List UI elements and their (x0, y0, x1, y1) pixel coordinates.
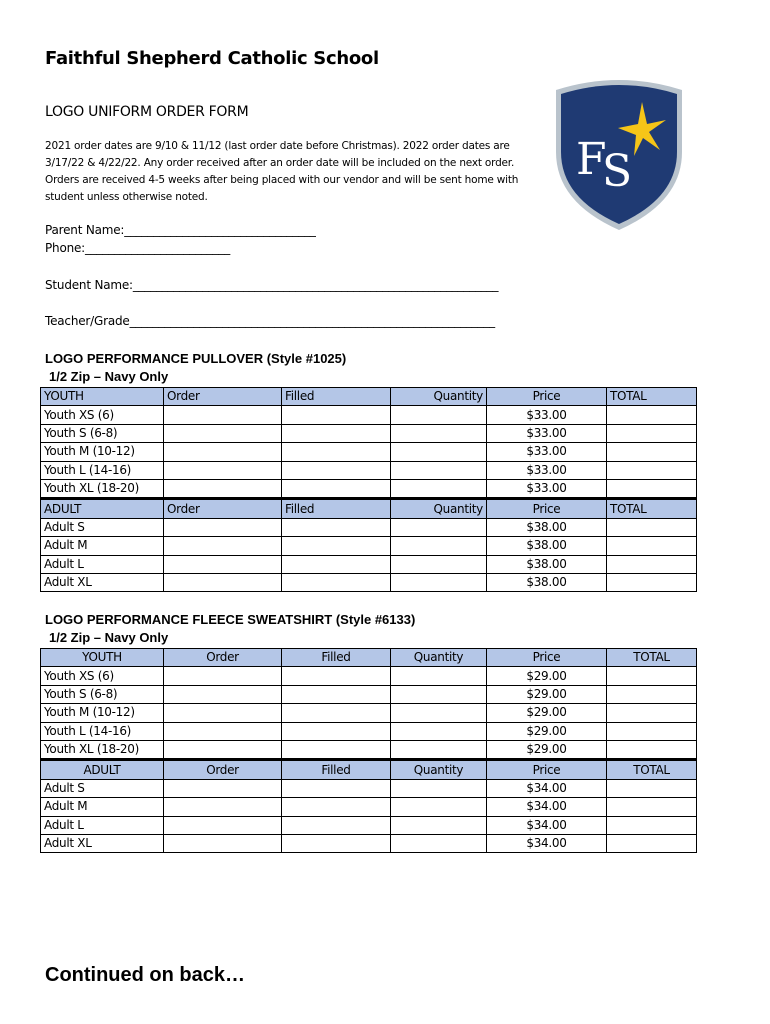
price-cell: $34.00 (487, 834, 607, 852)
table-row (41, 573, 697, 591)
quantity-cell[interactable] (391, 424, 487, 442)
table-row (41, 722, 697, 740)
section-title: LOGO PERFORMANCE FLEECE SWEATSHIRT (Style #6133) (45, 612, 416, 627)
table-row (41, 704, 697, 722)
table-row (41, 518, 697, 536)
order-cell[interactable] (164, 667, 282, 685)
quantity-cell[interactable] (391, 740, 487, 759)
order-cell[interactable] (164, 573, 282, 591)
filled-header: Filled (282, 499, 391, 518)
price-cell: $33.00 (487, 424, 607, 442)
table-row (41, 461, 697, 479)
table-row (41, 537, 697, 555)
size-cell: Adult M (41, 798, 164, 816)
table-row (41, 798, 697, 816)
filled-cell[interactable] (282, 573, 391, 591)
total-cell[interactable] (607, 555, 697, 573)
continued-on-back-note: Continued on back… (45, 964, 245, 986)
total-cell[interactable] (607, 722, 697, 740)
order-cell[interactable] (164, 740, 282, 759)
total-cell[interactable] (607, 798, 697, 816)
sweatshirt-order-table (40, 648, 697, 853)
total-cell[interactable] (607, 443, 697, 461)
table-row (41, 685, 697, 703)
pullover-order-table (40, 387, 697, 592)
adult-label: ADULT (41, 499, 164, 518)
table-row (41, 667, 697, 685)
quantity-cell[interactable] (391, 834, 487, 852)
total-cell[interactable] (607, 461, 697, 479)
order-cell[interactable] (164, 704, 282, 722)
price-header: Price (487, 499, 607, 518)
size-cell: Youth L (14-16) (41, 722, 164, 740)
size-cell: Adult L (41, 555, 164, 573)
price-cell: $29.00 (487, 740, 607, 759)
price-header: Price (487, 388, 607, 406)
crest-letter-s: S (602, 146, 633, 197)
quantity-header: Quantity (391, 760, 487, 779)
order-header: Order (164, 388, 282, 406)
filled-cell[interactable] (282, 406, 391, 424)
table-row (41, 555, 697, 573)
filled-cell[interactable] (282, 722, 391, 740)
crest-letter-f: F (576, 134, 607, 185)
filled-cell[interactable] (282, 667, 391, 685)
order-cell[interactable] (164, 834, 282, 852)
table-row (41, 834, 697, 852)
order-cell[interactable] (164, 798, 282, 816)
price-cell: $29.00 (487, 667, 607, 685)
order-cell[interactable] (164, 443, 282, 461)
quantity-cell[interactable] (391, 461, 487, 479)
phone-field[interactable]: Phone:_________________________ (45, 241, 231, 255)
size-cell: Youth L (14-16) (41, 461, 164, 479)
quantity-cell[interactable] (391, 685, 487, 703)
total-cell[interactable] (607, 779, 697, 797)
size-cell: Adult XL (41, 834, 164, 852)
youth-header-row (41, 649, 697, 667)
quantity-cell[interactable] (391, 443, 487, 461)
order-cell[interactable] (164, 722, 282, 740)
total-cell[interactable] (607, 834, 697, 852)
size-cell: Youth XL (18-20) (41, 740, 164, 759)
youth-header-row (41, 388, 697, 406)
price-cell: $34.00 (487, 816, 607, 834)
filled-cell[interactable] (282, 537, 391, 555)
filled-cell[interactable] (282, 518, 391, 536)
filled-cell[interactable] (282, 740, 391, 759)
youth-label: YOUTH (41, 649, 164, 667)
price-cell: $29.00 (487, 722, 607, 740)
form-title: LOGO UNIFORM ORDER FORM (45, 104, 249, 120)
quantity-header: Quantity (391, 388, 487, 406)
school-name: Faithful Shepherd Catholic School (45, 48, 379, 69)
filled-cell[interactable] (282, 834, 391, 852)
total-cell[interactable] (607, 406, 697, 424)
filled-cell[interactable] (282, 816, 391, 834)
size-cell: Youth M (10-12) (41, 443, 164, 461)
order-cell[interactable] (164, 816, 282, 834)
student-name-field[interactable]: Student Name:_______________________________________________________________ (45, 278, 499, 292)
price-cell: $33.00 (487, 406, 607, 424)
price-cell: $38.00 (487, 518, 607, 536)
total-cell[interactable] (607, 537, 697, 555)
adult-label: ADULT (41, 760, 164, 779)
price-cell: $34.00 (487, 779, 607, 797)
section-subtitle: 1/2 Zip – Navy Only (49, 630, 169, 645)
size-cell: Adult L (41, 816, 164, 834)
quantity-cell[interactable] (391, 555, 487, 573)
quantity-cell[interactable] (391, 537, 487, 555)
quantity-cell[interactable] (391, 667, 487, 685)
size-cell: Youth S (6-8) (41, 685, 164, 703)
quantity-cell[interactable] (391, 518, 487, 536)
adult-header-row (41, 499, 697, 518)
total-cell[interactable] (607, 573, 697, 591)
price-cell: $33.00 (487, 461, 607, 479)
section-title: LOGO PERFORMANCE PULLOVER (Style #1025) (45, 351, 347, 366)
order-cell[interactable] (164, 461, 282, 479)
filled-cell[interactable] (282, 461, 391, 479)
quantity-cell[interactable] (391, 479, 487, 498)
quantity-cell[interactable] (391, 798, 487, 816)
size-cell: Adult S (41, 518, 164, 536)
filled-cell[interactable] (282, 424, 391, 442)
quantity-cell[interactable] (391, 779, 487, 797)
order-cell[interactable] (164, 406, 282, 424)
price-cell: $38.00 (487, 573, 607, 591)
order-cell[interactable] (164, 685, 282, 703)
youth-label: YOUTH (41, 388, 164, 406)
filled-cell[interactable] (282, 704, 391, 722)
size-cell: Youth XL (18-20) (41, 479, 164, 498)
teacher-grade-field[interactable]: Teacher/Grade_______________________________________________________________ (45, 314, 495, 328)
quantity-cell[interactable] (391, 722, 487, 740)
filled-header: Filled (282, 760, 391, 779)
quantity-cell[interactable] (391, 406, 487, 424)
size-cell: Youth XS (6) (41, 667, 164, 685)
size-cell: Youth S (6-8) (41, 424, 164, 442)
order-header: Order (164, 649, 282, 667)
total-header: TOTAL (607, 499, 697, 518)
order-cell[interactable] (164, 518, 282, 536)
price-cell: $38.00 (487, 537, 607, 555)
table-row (41, 424, 697, 442)
order-cell[interactable] (164, 779, 282, 797)
price-cell: $33.00 (487, 443, 607, 461)
filled-cell[interactable] (282, 479, 391, 498)
filled-cell[interactable] (282, 443, 391, 461)
table-row (41, 816, 697, 834)
size-cell: Adult M (41, 537, 164, 555)
order-header: Order (164, 760, 282, 779)
table-row (41, 740, 697, 759)
filled-header: Filled (282, 649, 391, 667)
total-cell[interactable] (607, 518, 697, 536)
filled-cell[interactable] (282, 779, 391, 797)
price-cell: $29.00 (487, 685, 607, 703)
total-cell[interactable] (607, 667, 697, 685)
quantity-header: Quantity (391, 649, 487, 667)
order-cell[interactable] (164, 424, 282, 442)
size-cell: Adult XL (41, 573, 164, 591)
quantity-cell[interactable] (391, 573, 487, 591)
total-cell[interactable] (607, 685, 697, 703)
quantity-cell[interactable] (391, 704, 487, 722)
total-header: TOTAL (607, 388, 697, 406)
intro-paragraph: 2021 order dates are 9/10 & 11/12 (last order date before Christmas). 2022 order dates are 3/17/22 & 4/22/22. Any order received after an order date will be included on the next order. Orders are received 4-5 weeks after being placed with our vendor and will be sent home with student unless otherwise noted. (45, 140, 519, 203)
quantity-header: Quantity (391, 499, 487, 518)
total-cell[interactable] (607, 740, 697, 759)
total-cell[interactable] (607, 816, 697, 834)
price-cell: $38.00 (487, 555, 607, 573)
size-cell: Youth XS (6) (41, 406, 164, 424)
table-row (41, 779, 697, 797)
filled-cell[interactable] (282, 685, 391, 703)
total-header: TOTAL (607, 760, 697, 779)
total-cell[interactable] (607, 704, 697, 722)
total-header: TOTAL (607, 649, 697, 667)
table-row (41, 406, 697, 424)
order-header: Order (164, 499, 282, 518)
price-cell: $29.00 (487, 704, 607, 722)
size-cell: Adult S (41, 779, 164, 797)
price-header: Price (487, 760, 607, 779)
total-cell[interactable] (607, 424, 697, 442)
adult-header-row (41, 760, 697, 779)
size-cell: Youth M (10-12) (41, 704, 164, 722)
order-cell[interactable] (164, 555, 282, 573)
table-row (41, 479, 697, 498)
table-row (41, 443, 697, 461)
total-cell[interactable] (607, 479, 697, 498)
parent-name-field[interactable]: Parent Name:_________________________________ (45, 223, 316, 237)
order-cell[interactable] (164, 537, 282, 555)
price-cell: $33.00 (487, 479, 607, 498)
filled-cell[interactable] (282, 555, 391, 573)
quantity-cell[interactable] (391, 816, 487, 834)
price-header: Price (487, 649, 607, 667)
section-subtitle: 1/2 Zip – Navy Only (49, 369, 169, 384)
price-cell: $34.00 (487, 798, 607, 816)
school-crest-icon (548, 72, 690, 232)
order-cell[interactable] (164, 479, 282, 498)
filled-header: Filled (282, 388, 391, 406)
filled-cell[interactable] (282, 798, 391, 816)
